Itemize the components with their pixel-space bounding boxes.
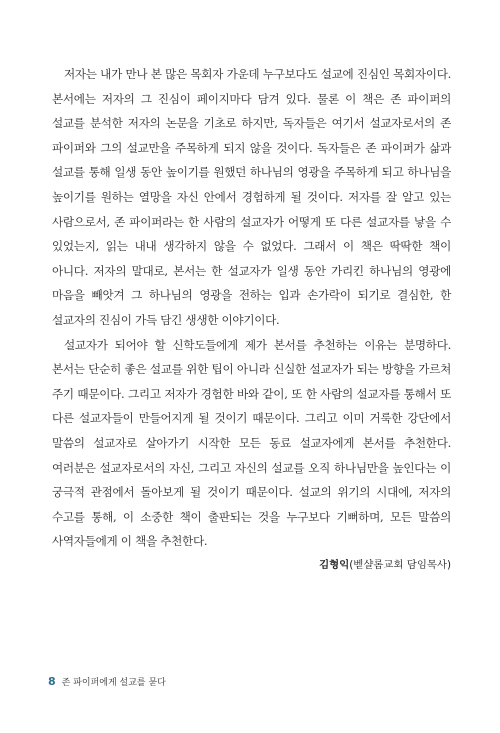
page-footer xyxy=(48,676,166,689)
paragraph-2: 설교자가 되어야 할 신학도들에게 제가 본서를 추천하는 이유는 분명하다. 본서는 단순히 좋은 설교를 위한 팁이 아니라 신실한 설교자가 되는 방향을 가르쳐 주기 때문이다. 그리고 저자가 경험한 바와 같이, 또 한 사람의 설교자를 통해서 또 다른 설교자들이 만들어지게 될 것이기 때문이다. 그리고 이미 거룩한 강단에서 말씀의 설교자로 살아가기 시작한 모든 동료 설교자에게 본서를 추천한다. 여러분은 설교자로서의 자신, 그리고 자신의 설교를 오직 하나님만을 높인다는 이 궁극적 관점에서 돌아보게 될 것이기 때문이다. 설교의 위기의 시대에, 저자의 수고를 통해, 이 소중한 책이 출판되는 것을 누구보다 기뻐하며, 모든 말씀의 사역자들에게 이 책을 추천한다. xyxy=(52,337,451,549)
recommendation-body xyxy=(52,62,451,574)
running-title: 존 파이퍼에게 설교를 묻다 xyxy=(61,678,166,688)
signature-affiliation: (벧샬롬교회 담임목사) xyxy=(349,558,451,571)
signature xyxy=(52,556,451,574)
signature-name: 김형익 xyxy=(319,558,350,571)
page-number: 8 xyxy=(48,675,56,688)
paragraph-1: 저자는 내가 만나 본 많은 목회자 가운데 누구보다도 설교에 진심인 목회자이다. 본서에는 저자의 그 진심이 페이지마다 담겨 있다. 물론 이 책은 존 파이퍼의 설교를 분석한 저자의 논문을 기초로 하지만, 독자들은 여기서 설교자로서의 존 파이퍼와 그의 설교만을 주목하게 되지 않을 것이다. 독자들은 존 파이퍼가 삶과 설교를 통해 일생 동안 높이기를 원했던 하나님의 영광을 주목하게 되고 하나님을 높이기를 원하는 열망을 자신 안에서 경험하게 될 것이다. 저자를 잘 알고 있는 사람으로서, 존 파이퍼라는 한 사람의 설교자가 어떻게 또 다른 설교자를 낳을 수 있었는지, 읽는 내내 생각하지 않을 수 없었다. 그래서 이 책은 딱딱한 책이 아니다. 저자의 말대로, 본서는 한 설교자가 일생 동안 가리킨 하나님의 영광에 마음을 빼앗겨 그 하나님의 영광을 전하는 입과 손가락이 되기로 결심한, 한 설교자의 진심이 가득 담긴 생생한 이야기이다. xyxy=(52,67,451,327)
